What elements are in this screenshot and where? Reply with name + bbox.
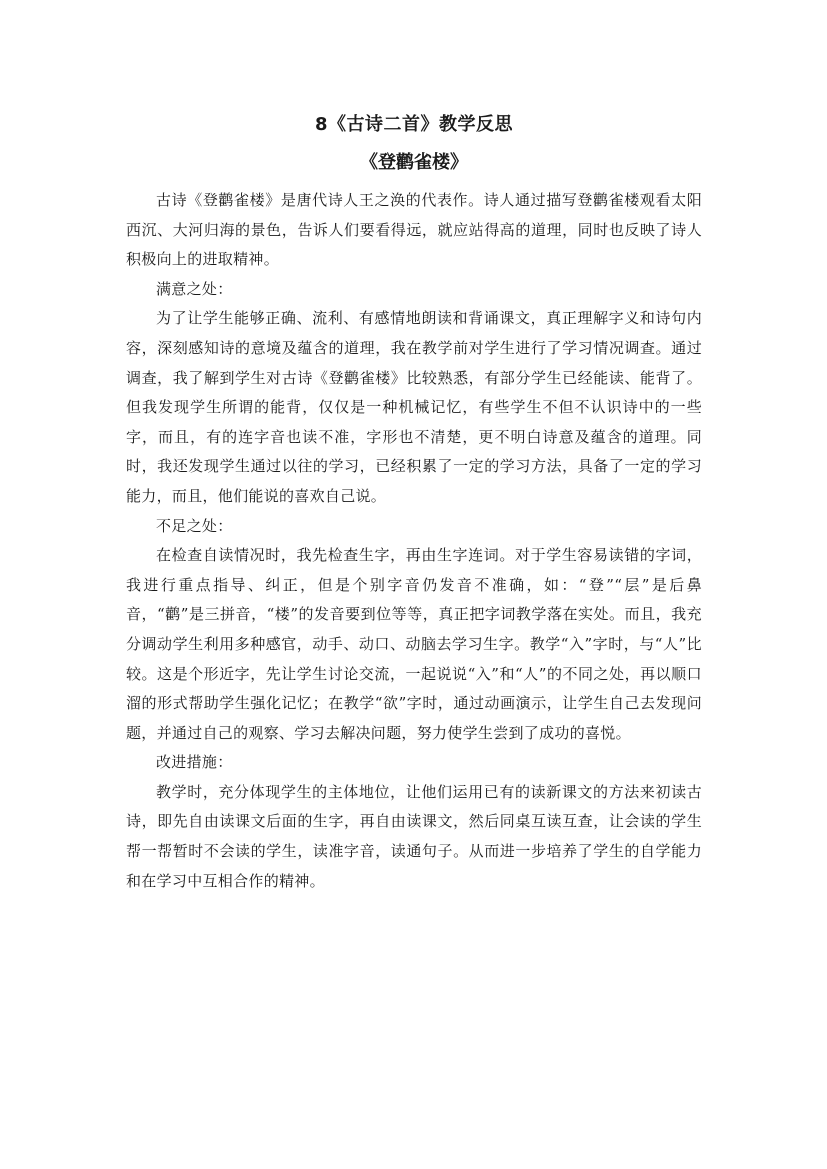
- shortcomings-paragraph: 在检查自读情况时，我先检查生字，再由生字连词。对于学生容易读错的字词，我进行重点指导、纠正，但是个别字音仍发音不准确，如：“登”“层”是后鼻音，“鹳”是三拼音，“楼”的发音要到位等等，真正把字词教学落在实处。而且，我充分调动学生利用多种感官，动手、动口、动脑去学习生字。教学“入”字时，与“人”比较。这是个形近字，先让学生讨论交流，一起说说“入”和“人”的不同之处，再以顺口溜的形式帮助学生强化记忆；在教学“欲”字时，通过动画演示，让学生自己去发现问题，并通过自己的观察、学习去解决问题，努力使学生尝到了成功的喜悦。: [126, 546, 702, 742]
- section-heading-shortcomings: 不足之处：: [156, 516, 233, 535]
- poem-title: 《登鹳雀楼》: [360, 152, 468, 173]
- intro-paragraph: 古诗《登鹳雀楼》是唐代诗人王之涣的代表作。诗人通过描写登鹳雀楼观看太阳西沉、大河归海的景色，告诉人们要看得远，就应站得高的道理，同时也反映了诗人积极向上的进取精神。: [126, 191, 702, 269]
- section-heading-satisfied: 满意之处：: [156, 279, 233, 298]
- document-title: 8《古诗二首》教学反思: [314, 114, 514, 135]
- document-page: [126, 108, 702, 896]
- section-heading-improvements: 改进措施：: [156, 753, 233, 772]
- document-body: [126, 186, 702, 896]
- satisfied-paragraph: 为了让学生能够正确、流利、有感情地朗读和背诵课文，真正理解字义和诗句内容，深刻感知诗的意境及蕴含的道理，我在教学前对学生进行了学习情况调查。通过调查，我了解到学生对古诗《登鹳雀楼》比较熟悉，有部分学生已经能读、能背了。但我发现学生所谓的能背，仅仅是一种机械记忆，有些学生不但不认识诗中的一些字，而且，有的连字音也读不准，字形也不清楚，更不明白诗意及蕴含的道理。同时，我还发现学生通过以往的学习，已经积累了一定的学习方法，具备了一定的学习能力，而且，他们能说的喜欢自己说。: [126, 309, 702, 505]
- improvements-paragraph: 教学时，充分体现学生的主体地位，让他们运用已有的读新课文的方法来初读古诗，即先自由读课文后面的生字，再自由读课文，然后同桌互读互查，让会读的学生帮一帮暂时不会读的学生，读准字音，读通句子。从而进一步培养了学生的自学能力和在学习中互相合作的精神。: [126, 782, 702, 890]
